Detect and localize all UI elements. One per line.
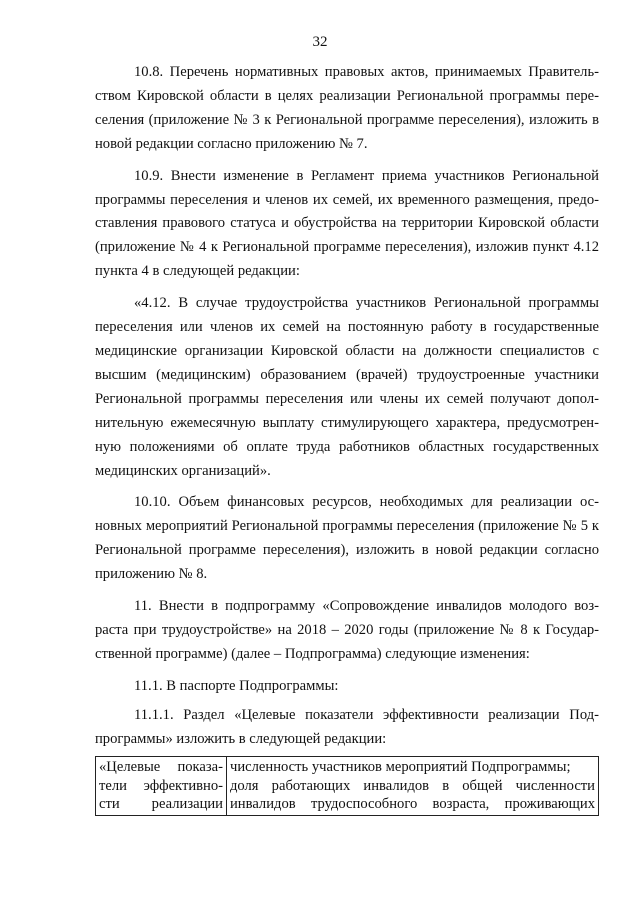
- page-number: 32: [312, 34, 328, 50]
- paragraph-10-10: 10.10. Объем финансовых ресурсов, необходимых для реализации основных мероприятий Региональной программы переселения (приложение № 5 к Региональной программе переселения), изложить в новой редакции согласно приложению № 8.: [95, 494, 599, 583]
- table-row: [96, 757, 599, 816]
- table-value-cell: [227, 757, 599, 816]
- target-indicators-table-wrapper: [95, 756, 599, 816]
- value-line: инвалидов трудоспособного возраста, проживающих: [230, 796, 595, 813]
- label-line: «Целевые показа-: [99, 759, 223, 776]
- value-line: численность участников мероприятий Подпрограммы;: [230, 759, 571, 776]
- paragraph-10-8: 10.8. Перечень нормативных правовых актов, принимаемых Правительством Кировской области в целях реализации Региональной программы переселения (приложение № 3 к Региональной программе переселения), изложить в новой редакции согласно приложению № 7.: [95, 64, 599, 152]
- document-body: [95, 61, 599, 816]
- paragraph-10-9: 10.9. Внести изменение в Регламент приема участников Региональной программы переселения и членов их семей, их временного размещения, предоставления правового статуса и обустройства на территории Кировской области (приложение № 4 к Региональной программе переселения), изложив пункт 4.12 пункта 4 в следующей редакции:: [95, 167, 599, 280]
- paragraph-11-1: 11.1. В паспорте Подпрограммы:: [134, 677, 339, 694]
- label-line: тели эффективно-: [99, 777, 223, 794]
- paragraph-11: 11. Внести в подпрограмму «Сопровождение инвалидов молодого возраста при трудоустройстве» на 2018 – 2020 годы (приложение № 8 к Государственной программе) (далее – Подпрограмма) следующие изменения:: [95, 598, 599, 662]
- table-label-cell: [96, 757, 227, 816]
- target-indicators-table: [95, 756, 599, 816]
- value-line: доля работающих инвалидов в общей численности: [230, 777, 595, 794]
- paragraph-11-1-1: 11.1.1. Раздел «Целевые показатели эффективности реализации Подпрограммы» изложить в следующей редакции:: [95, 706, 599, 747]
- label-line: сти реализации: [99, 796, 223, 813]
- paragraph-4-12-quote: «4.12. В случае трудоустройства участников Региональной программы переселения или членов их семей на постоянную работу в государственные медицинские организации Кировской области на должности специалистов с высшим (медицинским) образованием (врачей) трудоустроенные участники Региональной программы переселения или члены их семей получают дополнительную ежемесячную выплату стимулирующего характера, предусмотренную положениями об оплате труда работников областных государственных медицинских организаций».: [95, 295, 599, 479]
